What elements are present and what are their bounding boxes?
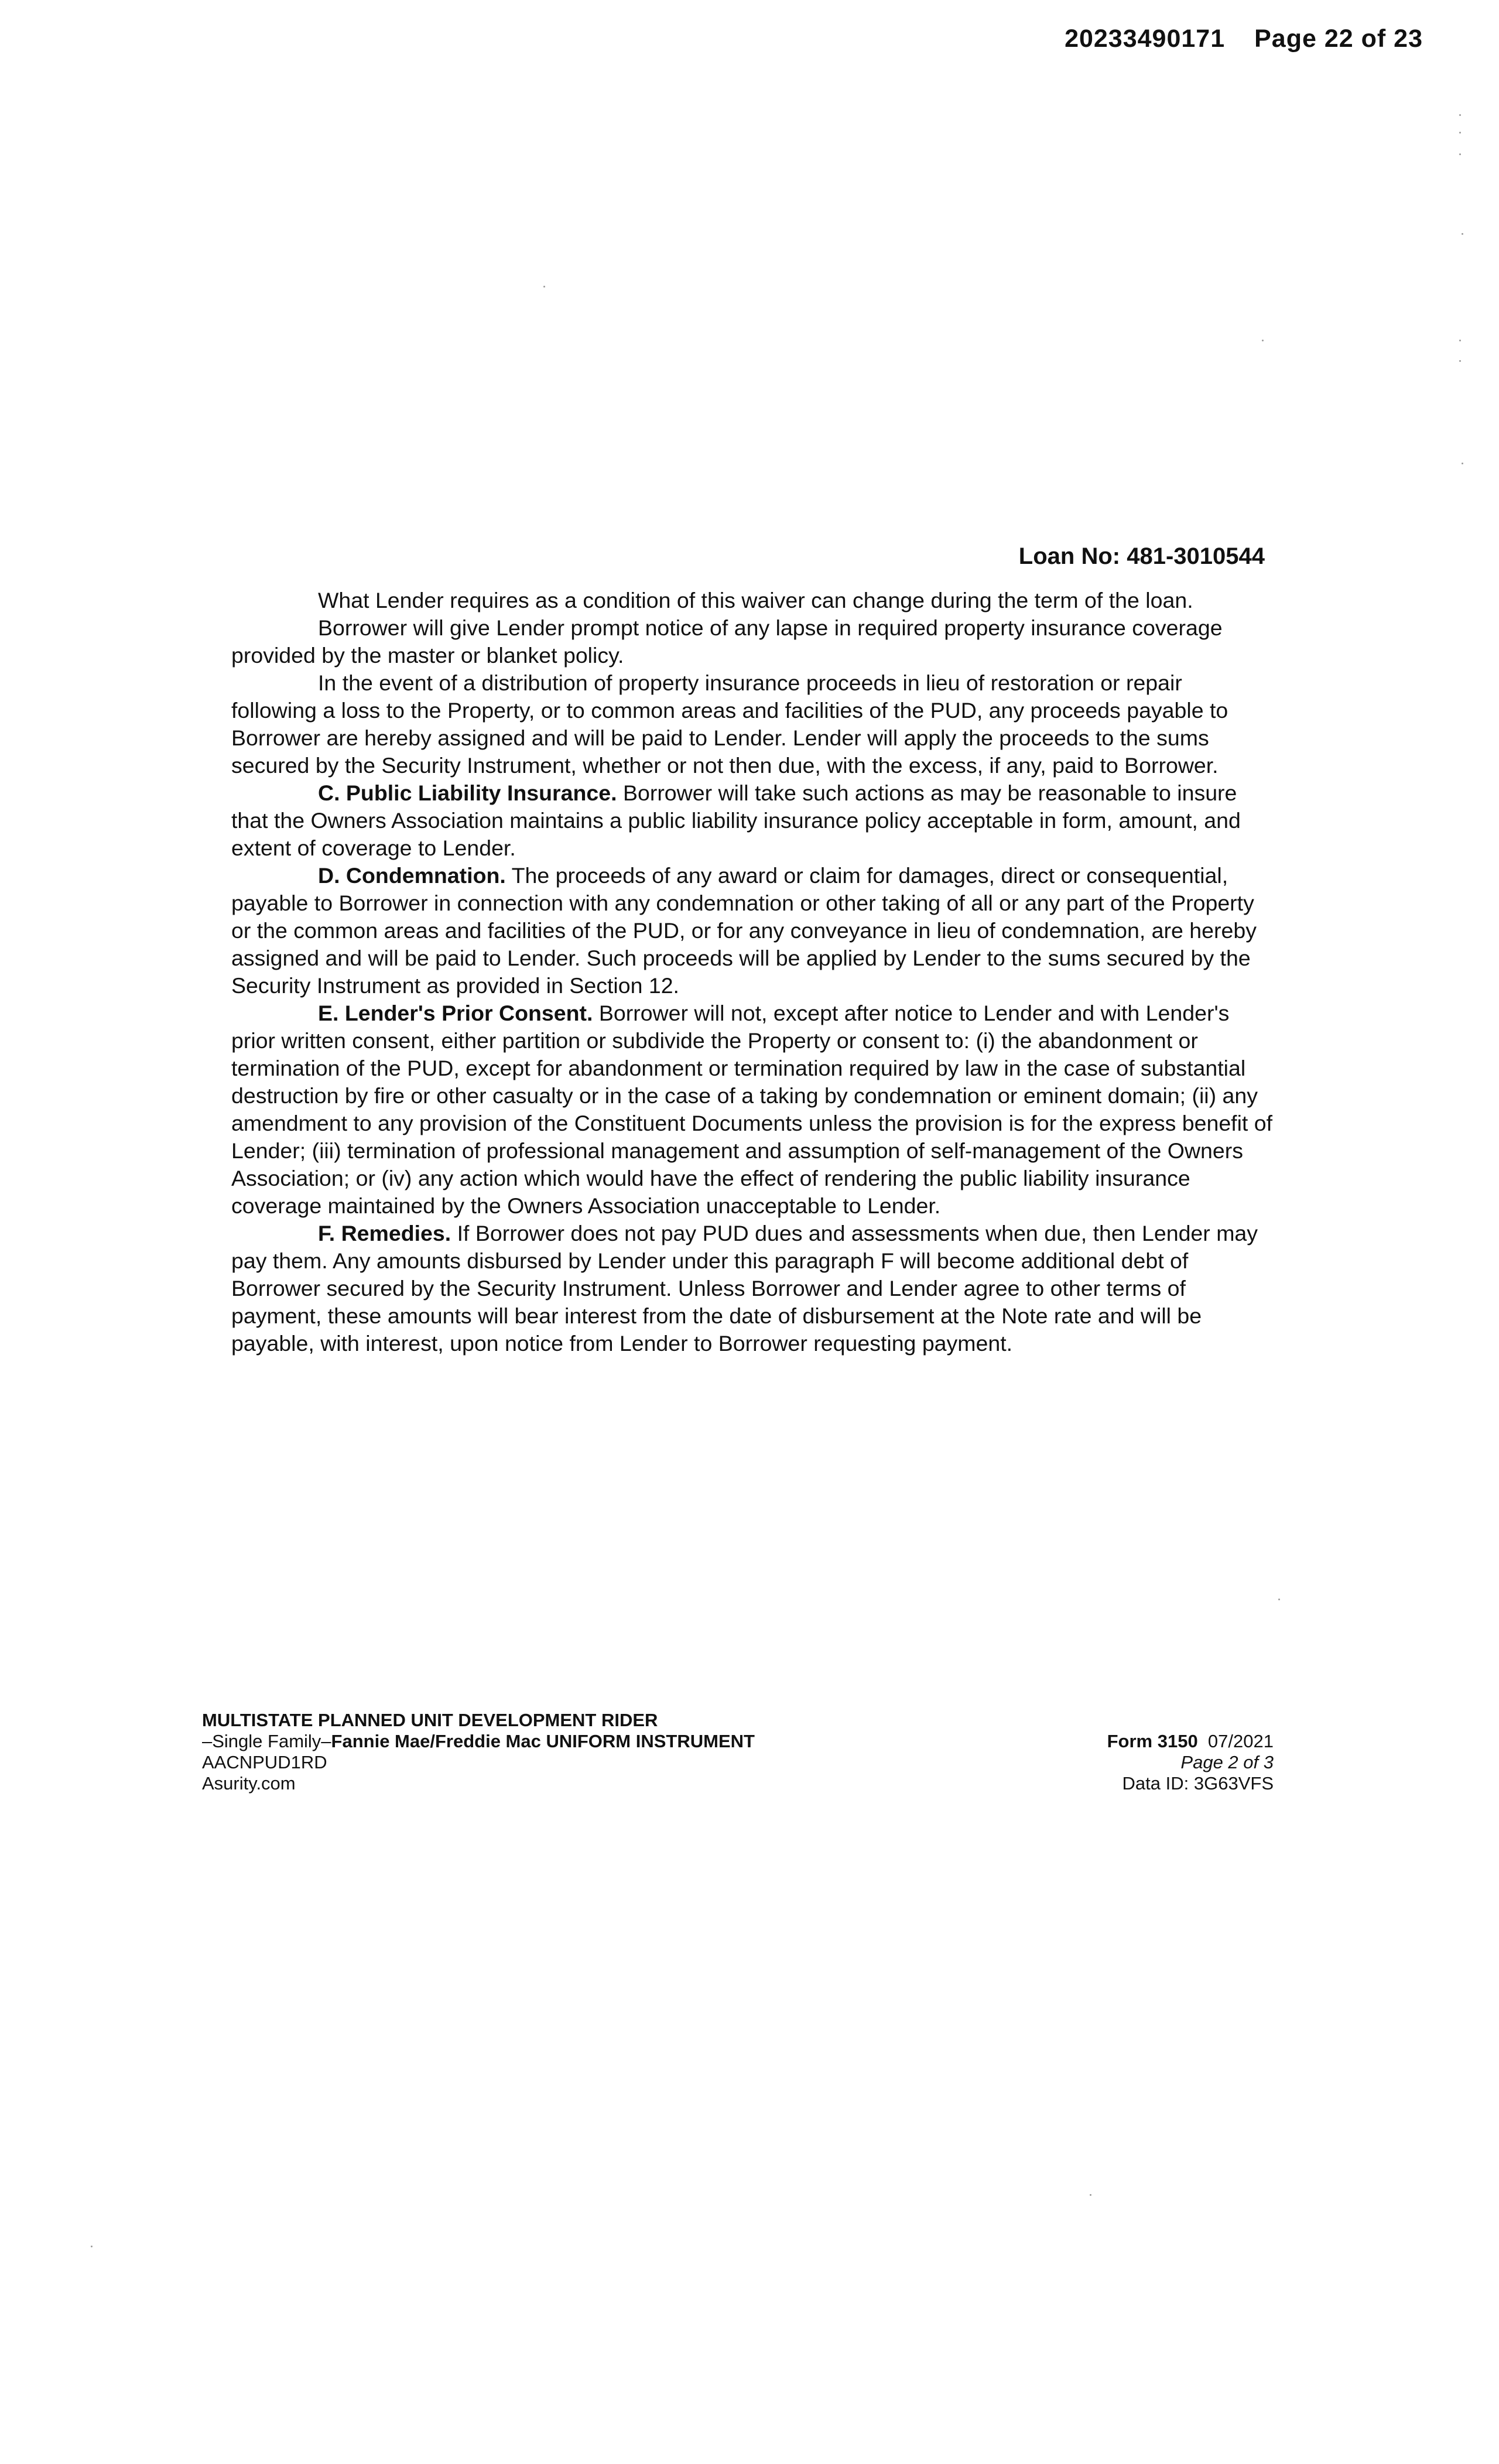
page-header — [1065, 25, 1423, 53]
section-f-heading: F. Remedies. — [318, 1221, 451, 1245]
document-number: 20233490171 — [1065, 25, 1226, 53]
section-d-heading: D. Condemnation. — [318, 863, 506, 888]
scan-speck — [1262, 340, 1264, 341]
footer-subtitle — [202, 1731, 755, 1752]
scan-speck — [91, 2246, 93, 2247]
scan-speck — [1459, 114, 1461, 116]
section-d-text: The proceeds of any award or claim for damages, direct or consequential, payable to Borrower in connection with any condemnation or other taking of all or any part of the Property or the common areas and facilities of the PUD, or for any conveyance in lieu of condemnation, are hereby assigned and will be paid to Lender. Such proceeds will be applied by Lender to the sums secured by the Security Instrument as provided in Section 12. — [231, 863, 1257, 998]
section-f — [231, 1220, 1274, 1357]
scan-speck — [1459, 132, 1461, 134]
footer-subtitle-prefix: –Single Family– — [202, 1731, 331, 1751]
paragraph-waiver: What Lender requires as a condition of this waiver can change during the term of the loan. — [318, 588, 1193, 612]
section-e-heading: E. Lender's Prior Consent. — [318, 1001, 593, 1025]
section-e-text: Borrower will not, except after notice to Lender and with Lender's prior written consent, either partition or subdivide the Property or consent to: (i) the abandonment or termination of the PUD, except for abandonment or termination required by law in the case of substantial destruction by fire or other casualty or in the case of a taking by condemnation or eminent domain; (ii) any amendment to any provision of the Constituent Documents unless the provision is for the express benefit of Lender; (iii) termination of professional management and assumption of self-management of the Owners Association; or (iv) any action which would have the effect of rendering the public liability insurance coverage maintained by the Owners Association unacceptable to Lender. — [231, 1001, 1273, 1218]
section-c-text: Borrower will take such actions as may be reasonable to insure that the Owners Association maintains a public liability insurance policy acceptable in form, amount, and extent of coverage to Lender. — [231, 781, 1241, 860]
footer-form-label: Form 3150 — [1107, 1731, 1198, 1751]
scan-speck — [1090, 2194, 1091, 2196]
scan-speck — [1278, 1599, 1280, 1600]
section-e — [231, 1000, 1274, 1220]
scan-speck — [1459, 153, 1461, 155]
scan-speck — [1459, 360, 1461, 362]
footer-right — [1107, 1731, 1274, 1794]
footer-data-id: Data ID: 3G63VFS — [1122, 1773, 1274, 1794]
footer-subtitle-bold: Fannie Mae/Freddie Mac UNIFORM INSTRUMENT — [331, 1731, 755, 1751]
rider-body — [231, 587, 1274, 1357]
loan-number: Loan No: 481-3010544 — [1018, 543, 1265, 569]
footer-site: Asurity.com — [202, 1773, 296, 1794]
scan-speck — [1462, 463, 1463, 464]
page-number: Page 22 of 23 — [1254, 25, 1423, 53]
scan-speck — [543, 286, 545, 288]
footer-left — [202, 1710, 755, 1794]
footer-form — [1107, 1731, 1274, 1752]
section-c-heading: C. Public Liability Insurance. — [318, 781, 617, 805]
scan-speck — [1459, 340, 1461, 341]
section-f-text: If Borrower does not pay PUD dues and assessments when due, then Lender may pay them. Any amounts disbursed by Lender under this paragraph F will become additional debt of Borrower secured by the Security Instrument. Unless Borrower and Lender agree to other terms of payment, these amounts will bear interest from the date of disbursement at the Note rate and will be payable, with interest, upon notice from Lender to Borrower requesting payment. — [231, 1221, 1258, 1356]
section-d — [231, 862, 1274, 1000]
footer-code: AACNPUD1RD — [202, 1752, 327, 1772]
footer-title: MULTISTATE PLANNED UNIT DEVELOPMENT RIDER — [202, 1710, 658, 1730]
scan-speck — [1462, 233, 1463, 235]
section-c — [231, 779, 1274, 862]
footer-form-date: 07/2021 — [1197, 1731, 1274, 1751]
footer-page-of: Page 2 of 3 — [1180, 1752, 1274, 1772]
paragraph-distribution: In the event of a distribution of property insurance proceeds in lieu of restoration or repair following a loss to the Property, or to common areas and facilities of the PUD, any proceeds payable to Borrower are hereby assigned and will be paid to Lender. Lender will apply the proceeds to the sums secured by the Security Instrument, whether or not then due, with the excess, if any, paid to Borrower. — [231, 670, 1228, 778]
paragraph-lapse-notice: Borrower will give Lender prompt notice of any lapse in required property insurance coverage provided by the master or blanket policy. — [231, 615, 1223, 668]
